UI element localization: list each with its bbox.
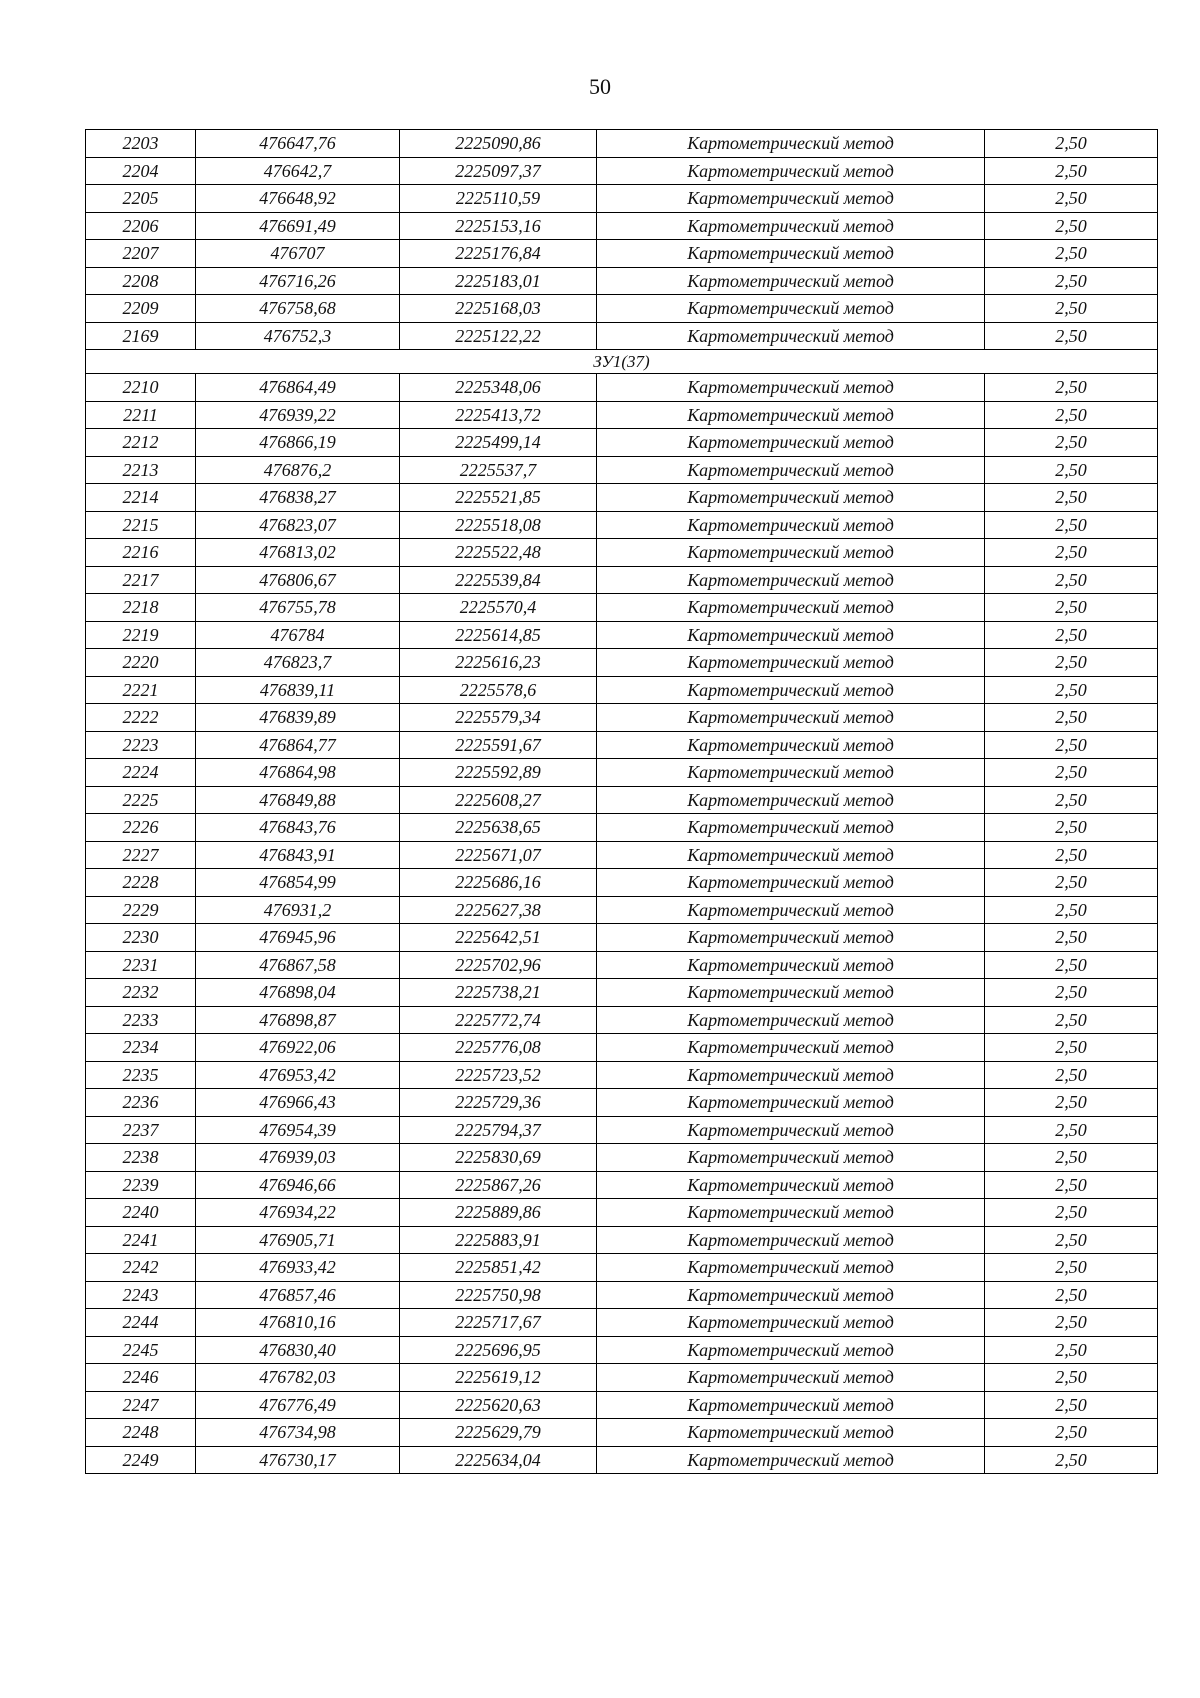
point-number-cell: 2236 (86, 1089, 196, 1117)
method-cell: Картометрический метод (597, 130, 985, 158)
table-row (86, 1309, 1158, 1337)
point-number-cell: 2211 (86, 401, 196, 429)
x-coordinate-cell: 476823,7 (196, 649, 400, 677)
y-coordinate-cell: 2225570,4 (400, 594, 597, 622)
y-coordinate-cell: 2225537,7 (400, 456, 597, 484)
method-cell: Картометрический метод (597, 1226, 985, 1254)
accuracy-cell: 2,50 (985, 539, 1158, 567)
point-number-cell: 2242 (86, 1254, 196, 1282)
table-row (86, 1419, 1158, 1447)
x-coordinate-cell: 476806,67 (196, 566, 400, 594)
x-coordinate-cell: 476707 (196, 240, 400, 268)
accuracy-cell: 2,50 (985, 1089, 1158, 1117)
x-coordinate-cell: 476813,02 (196, 539, 400, 567)
y-coordinate-cell: 2225110,59 (400, 185, 597, 213)
page-number: 50 (589, 74, 611, 99)
method-cell: Картометрический метод (597, 484, 985, 512)
method-cell: Картометрический метод (597, 267, 985, 295)
accuracy-cell: 2,50 (985, 157, 1158, 185)
method-cell: Картометрический метод (597, 566, 985, 594)
table-row (86, 185, 1158, 213)
method-cell: Картометрический метод (597, 185, 985, 213)
y-coordinate-cell: 2225851,42 (400, 1254, 597, 1282)
table-row (86, 157, 1158, 185)
y-coordinate-cell: 2225738,21 (400, 979, 597, 1007)
x-coordinate-cell: 476716,26 (196, 267, 400, 295)
table-row (86, 896, 1158, 924)
table-row (86, 1089, 1158, 1117)
x-coordinate-cell: 476647,76 (196, 130, 400, 158)
x-coordinate-cell: 476946,66 (196, 1171, 400, 1199)
table-row (86, 786, 1158, 814)
point-number-cell: 2238 (86, 1144, 196, 1172)
y-coordinate-cell: 2225614,85 (400, 621, 597, 649)
x-coordinate-cell: 476823,07 (196, 511, 400, 539)
method-cell: Картометрический метод (597, 374, 985, 402)
accuracy-cell: 2,50 (985, 896, 1158, 924)
point-number-cell: 2247 (86, 1391, 196, 1419)
x-coordinate-cell: 476939,22 (196, 401, 400, 429)
accuracy-cell: 2,50 (985, 951, 1158, 979)
accuracy-cell: 2,50 (985, 786, 1158, 814)
x-coordinate-cell: 476934,22 (196, 1199, 400, 1227)
accuracy-cell: 2,50 (985, 704, 1158, 732)
table-row (86, 374, 1158, 402)
y-coordinate-cell: 2225579,34 (400, 704, 597, 732)
accuracy-cell: 2,50 (985, 212, 1158, 240)
accuracy-cell: 2,50 (985, 1144, 1158, 1172)
y-coordinate-cell: 2225578,6 (400, 676, 597, 704)
method-cell: Картометрический метод (597, 621, 985, 649)
table-row (86, 869, 1158, 897)
x-coordinate-cell: 476864,49 (196, 374, 400, 402)
x-coordinate-cell: 476843,76 (196, 814, 400, 842)
accuracy-cell: 2,50 (985, 267, 1158, 295)
point-number-cell: 2217 (86, 566, 196, 594)
y-coordinate-cell: 2225620,63 (400, 1391, 597, 1419)
y-coordinate-cell: 2225176,84 (400, 240, 597, 268)
method-cell: Картометрический метод (597, 1364, 985, 1392)
accuracy-cell: 2,50 (985, 731, 1158, 759)
accuracy-cell: 2,50 (985, 841, 1158, 869)
accuracy-cell: 2,50 (985, 594, 1158, 622)
x-coordinate-cell: 476945,96 (196, 924, 400, 952)
accuracy-cell: 2,50 (985, 429, 1158, 457)
method-cell: Картометрический метод (597, 539, 985, 567)
coordinates-table (85, 129, 1158, 1474)
method-cell: Картометрический метод (597, 896, 985, 924)
method-cell: Картометрический метод (597, 676, 985, 704)
x-coordinate-cell: 476810,16 (196, 1309, 400, 1337)
point-number-cell: 2230 (86, 924, 196, 952)
point-number-cell: 2234 (86, 1034, 196, 1062)
table-row (86, 814, 1158, 842)
y-coordinate-cell: 2225521,85 (400, 484, 597, 512)
table-row (86, 240, 1158, 268)
method-cell: Картометрический метод (597, 456, 985, 484)
method-cell: Картометрический метод (597, 649, 985, 677)
table-row (86, 1061, 1158, 1089)
accuracy-cell: 2,50 (985, 295, 1158, 323)
y-coordinate-cell: 2225883,91 (400, 1226, 597, 1254)
table-row (86, 1116, 1158, 1144)
accuracy-cell: 2,50 (985, 240, 1158, 268)
y-coordinate-cell: 2225539,84 (400, 566, 597, 594)
method-cell: Картометрический метод (597, 979, 985, 1007)
table-row (86, 1391, 1158, 1419)
point-number-cell: 2212 (86, 429, 196, 457)
table-row (86, 649, 1158, 677)
accuracy-cell: 2,50 (985, 1199, 1158, 1227)
method-cell: Картометрический метод (597, 704, 985, 732)
point-number-cell: 2210 (86, 374, 196, 402)
x-coordinate-cell: 476898,87 (196, 1006, 400, 1034)
x-coordinate-cell: 476839,11 (196, 676, 400, 704)
x-coordinate-cell: 476784 (196, 621, 400, 649)
point-number-cell: 2239 (86, 1171, 196, 1199)
table-row (86, 951, 1158, 979)
point-number-cell: 2227 (86, 841, 196, 869)
point-number-cell: 2244 (86, 1309, 196, 1337)
method-cell: Картометрический метод (597, 1336, 985, 1364)
accuracy-cell: 2,50 (985, 1446, 1158, 1474)
method-cell: Картометрический метод (597, 814, 985, 842)
point-number-cell: 2226 (86, 814, 196, 842)
x-coordinate-cell: 476867,58 (196, 951, 400, 979)
x-coordinate-cell: 476648,92 (196, 185, 400, 213)
section-header-group (86, 350, 1158, 374)
method-cell: Картометрический метод (597, 924, 985, 952)
table-row (86, 841, 1158, 869)
method-cell: Картометрический метод (597, 731, 985, 759)
point-number-cell: 2223 (86, 731, 196, 759)
accuracy-cell: 2,50 (985, 759, 1158, 787)
table-row (86, 1446, 1158, 1474)
x-coordinate-cell: 476755,78 (196, 594, 400, 622)
method-cell: Картометрический метод (597, 1061, 985, 1089)
y-coordinate-cell: 2225638,65 (400, 814, 597, 842)
point-number-cell: 2220 (86, 649, 196, 677)
method-cell: Картометрический метод (597, 1171, 985, 1199)
accuracy-cell: 2,50 (985, 1226, 1158, 1254)
method-cell: Картометрический метод (597, 786, 985, 814)
method-cell: Картометрический метод (597, 841, 985, 869)
y-coordinate-cell: 2225772,74 (400, 1006, 597, 1034)
table-row (86, 1144, 1158, 1172)
accuracy-cell: 2,50 (985, 676, 1158, 704)
accuracy-cell: 2,50 (985, 1364, 1158, 1392)
point-number-cell: 2228 (86, 869, 196, 897)
accuracy-cell: 2,50 (985, 1281, 1158, 1309)
y-coordinate-cell: 2225348,06 (400, 374, 597, 402)
x-coordinate-cell: 476849,88 (196, 786, 400, 814)
method-cell: Картометрический метод (597, 429, 985, 457)
method-cell: Картометрический метод (597, 1006, 985, 1034)
accuracy-cell: 2,50 (985, 814, 1158, 842)
method-cell: Картометрический метод (597, 157, 985, 185)
method-cell: Картометрический метод (597, 1419, 985, 1447)
accuracy-cell: 2,50 (985, 649, 1158, 677)
y-coordinate-cell: 2225627,38 (400, 896, 597, 924)
x-coordinate-cell: 476864,98 (196, 759, 400, 787)
point-number-cell: 2225 (86, 786, 196, 814)
x-coordinate-cell: 476905,71 (196, 1226, 400, 1254)
y-coordinate-cell: 2225867,26 (400, 1171, 597, 1199)
table-row (86, 924, 1158, 952)
table-body-before (86, 130, 1158, 350)
accuracy-cell: 2,50 (985, 322, 1158, 350)
y-coordinate-cell: 2225090,86 (400, 130, 597, 158)
point-number-cell: 2209 (86, 295, 196, 323)
x-coordinate-cell: 476854,99 (196, 869, 400, 897)
y-coordinate-cell: 2225686,16 (400, 869, 597, 897)
method-cell: Картометрический метод (597, 1391, 985, 1419)
table-row (86, 1281, 1158, 1309)
point-number-cell: 2233 (86, 1006, 196, 1034)
y-coordinate-cell: 2225776,08 (400, 1034, 597, 1062)
x-coordinate-cell: 476857,46 (196, 1281, 400, 1309)
section-label: ЗУ1(37) (86, 350, 1158, 374)
point-number-cell: 2205 (86, 185, 196, 213)
accuracy-cell: 2,50 (985, 1116, 1158, 1144)
y-coordinate-cell: 2225889,86 (400, 1199, 597, 1227)
x-coordinate-cell: 476876,2 (196, 456, 400, 484)
accuracy-cell: 2,50 (985, 1006, 1158, 1034)
point-number-cell: 2246 (86, 1364, 196, 1392)
method-cell: Картометрический метод (597, 511, 985, 539)
x-coordinate-cell: 476758,68 (196, 295, 400, 323)
y-coordinate-cell: 2225629,79 (400, 1419, 597, 1447)
table-row (86, 979, 1158, 1007)
table-row (86, 1226, 1158, 1254)
x-coordinate-cell: 476898,04 (196, 979, 400, 1007)
accuracy-cell: 2,50 (985, 374, 1158, 402)
method-cell: Картометрический метод (597, 1309, 985, 1337)
table-row (86, 295, 1158, 323)
x-coordinate-cell: 476866,19 (196, 429, 400, 457)
method-cell: Картометрический метод (597, 401, 985, 429)
table-row (86, 130, 1158, 158)
y-coordinate-cell: 2225717,67 (400, 1309, 597, 1337)
table-row (86, 456, 1158, 484)
point-number-cell: 2204 (86, 157, 196, 185)
x-coordinate-cell: 476830,40 (196, 1336, 400, 1364)
table-row (86, 594, 1158, 622)
point-number-cell: 2237 (86, 1116, 196, 1144)
point-number-cell: 2249 (86, 1446, 196, 1474)
point-number-cell: 2169 (86, 322, 196, 350)
point-number-cell: 2248 (86, 1419, 196, 1447)
x-coordinate-cell: 476966,43 (196, 1089, 400, 1117)
y-coordinate-cell: 2225522,48 (400, 539, 597, 567)
x-coordinate-cell: 476933,42 (196, 1254, 400, 1282)
accuracy-cell: 2,50 (985, 566, 1158, 594)
x-coordinate-cell: 476642,7 (196, 157, 400, 185)
x-coordinate-cell: 476730,17 (196, 1446, 400, 1474)
point-number-cell: 2224 (86, 759, 196, 787)
point-number-cell: 2243 (86, 1281, 196, 1309)
method-cell: Картометрический метод (597, 1144, 985, 1172)
y-coordinate-cell: 2225671,07 (400, 841, 597, 869)
x-coordinate-cell: 476954,39 (196, 1116, 400, 1144)
method-cell: Картометрический метод (597, 1199, 985, 1227)
x-coordinate-cell: 476838,27 (196, 484, 400, 512)
point-number-cell: 2215 (86, 511, 196, 539)
y-coordinate-cell: 2225592,89 (400, 759, 597, 787)
point-number-cell: 2214 (86, 484, 196, 512)
table-row (86, 322, 1158, 350)
method-cell: Картометрический метод (597, 1254, 985, 1282)
method-cell: Картометрический метод (597, 322, 985, 350)
y-coordinate-cell: 2225608,27 (400, 786, 597, 814)
method-cell: Картометрический метод (597, 759, 985, 787)
y-coordinate-cell: 2225696,95 (400, 1336, 597, 1364)
method-cell: Картометрический метод (597, 1281, 985, 1309)
accuracy-cell: 2,50 (985, 1254, 1158, 1282)
point-number-cell: 2235 (86, 1061, 196, 1089)
point-number-cell: 2203 (86, 130, 196, 158)
accuracy-cell: 2,50 (985, 1309, 1158, 1337)
table-row (86, 1364, 1158, 1392)
method-cell: Картометрический метод (597, 1116, 985, 1144)
accuracy-cell: 2,50 (985, 511, 1158, 539)
accuracy-cell: 2,50 (985, 484, 1158, 512)
table-row (86, 212, 1158, 240)
table-row (86, 704, 1158, 732)
point-number-cell: 2241 (86, 1226, 196, 1254)
x-coordinate-cell: 476931,2 (196, 896, 400, 924)
y-coordinate-cell: 2225097,37 (400, 157, 597, 185)
point-number-cell: 2229 (86, 896, 196, 924)
method-cell: Картометрический метод (597, 869, 985, 897)
x-coordinate-cell: 476839,89 (196, 704, 400, 732)
accuracy-cell: 2,50 (985, 621, 1158, 649)
table-row (86, 511, 1158, 539)
y-coordinate-cell: 2225729,36 (400, 1089, 597, 1117)
point-number-cell: 2245 (86, 1336, 196, 1364)
table-row (86, 1034, 1158, 1062)
y-coordinate-cell: 2225168,03 (400, 295, 597, 323)
point-number-cell: 2222 (86, 704, 196, 732)
method-cell: Картометрический метод (597, 212, 985, 240)
x-coordinate-cell: 476939,03 (196, 1144, 400, 1172)
y-coordinate-cell: 2225518,08 (400, 511, 597, 539)
x-coordinate-cell: 476734,98 (196, 1419, 400, 1447)
point-number-cell: 2216 (86, 539, 196, 567)
table-row (86, 566, 1158, 594)
accuracy-cell: 2,50 (985, 130, 1158, 158)
y-coordinate-cell: 2225122,22 (400, 322, 597, 350)
table-row (86, 401, 1158, 429)
x-coordinate-cell: 476864,77 (196, 731, 400, 759)
accuracy-cell: 2,50 (985, 1034, 1158, 1062)
x-coordinate-cell: 476843,91 (196, 841, 400, 869)
accuracy-cell: 2,50 (985, 401, 1158, 429)
x-coordinate-cell: 476922,06 (196, 1034, 400, 1062)
table-row (86, 621, 1158, 649)
accuracy-cell: 2,50 (985, 1061, 1158, 1089)
accuracy-cell: 2,50 (985, 869, 1158, 897)
method-cell: Картометрический метод (597, 240, 985, 268)
y-coordinate-cell: 2225153,16 (400, 212, 597, 240)
y-coordinate-cell: 2225702,96 (400, 951, 597, 979)
point-number-cell: 2213 (86, 456, 196, 484)
table-row (86, 429, 1158, 457)
method-cell: Картометрический метод (597, 1089, 985, 1117)
table-row (86, 1006, 1158, 1034)
accuracy-cell: 2,50 (985, 1419, 1158, 1447)
table-row (86, 267, 1158, 295)
y-coordinate-cell: 2225794,37 (400, 1116, 597, 1144)
table-row (86, 1254, 1158, 1282)
x-coordinate-cell: 476752,3 (196, 322, 400, 350)
accuracy-cell: 2,50 (985, 1171, 1158, 1199)
point-number-cell: 2207 (86, 240, 196, 268)
accuracy-cell: 2,50 (985, 1391, 1158, 1419)
table-row (86, 1171, 1158, 1199)
y-coordinate-cell: 2225619,12 (400, 1364, 597, 1392)
point-number-cell: 2218 (86, 594, 196, 622)
y-coordinate-cell: 2225499,14 (400, 429, 597, 457)
method-cell: Картометрический метод (597, 1446, 985, 1474)
point-number-cell: 2208 (86, 267, 196, 295)
accuracy-cell: 2,50 (985, 979, 1158, 1007)
accuracy-cell: 2,50 (985, 1336, 1158, 1364)
table-row (86, 1336, 1158, 1364)
y-coordinate-cell: 2225750,98 (400, 1281, 597, 1309)
point-number-cell: 2221 (86, 676, 196, 704)
table-row (86, 539, 1158, 567)
y-coordinate-cell: 2225591,67 (400, 731, 597, 759)
point-number-cell: 2240 (86, 1199, 196, 1227)
table-row (86, 759, 1158, 787)
y-coordinate-cell: 2225183,01 (400, 267, 597, 295)
method-cell: Картометрический метод (597, 594, 985, 622)
x-coordinate-cell: 476776,49 (196, 1391, 400, 1419)
y-coordinate-cell: 2225642,51 (400, 924, 597, 952)
point-number-cell: 2232 (86, 979, 196, 1007)
point-number-cell: 2231 (86, 951, 196, 979)
method-cell: Картометрический метод (597, 951, 985, 979)
accuracy-cell: 2,50 (985, 924, 1158, 952)
x-coordinate-cell: 476782,03 (196, 1364, 400, 1392)
y-coordinate-cell: 2225634,04 (400, 1446, 597, 1474)
y-coordinate-cell: 2225413,72 (400, 401, 597, 429)
point-number-cell: 2206 (86, 212, 196, 240)
y-coordinate-cell: 2225616,23 (400, 649, 597, 677)
method-cell: Картометрический метод (597, 1034, 985, 1062)
y-coordinate-cell: 2225830,69 (400, 1144, 597, 1172)
accuracy-cell: 2,50 (985, 456, 1158, 484)
table-row (86, 731, 1158, 759)
point-number-cell: 2219 (86, 621, 196, 649)
table-row (86, 484, 1158, 512)
section-row (86, 350, 1158, 374)
method-cell: Картометрический метод (597, 295, 985, 323)
y-coordinate-cell: 2225723,52 (400, 1061, 597, 1089)
x-coordinate-cell: 476691,49 (196, 212, 400, 240)
table-row (86, 676, 1158, 704)
accuracy-cell: 2,50 (985, 185, 1158, 213)
table-row (86, 1199, 1158, 1227)
x-coordinate-cell: 476953,42 (196, 1061, 400, 1089)
table-body-after (86, 374, 1158, 1474)
